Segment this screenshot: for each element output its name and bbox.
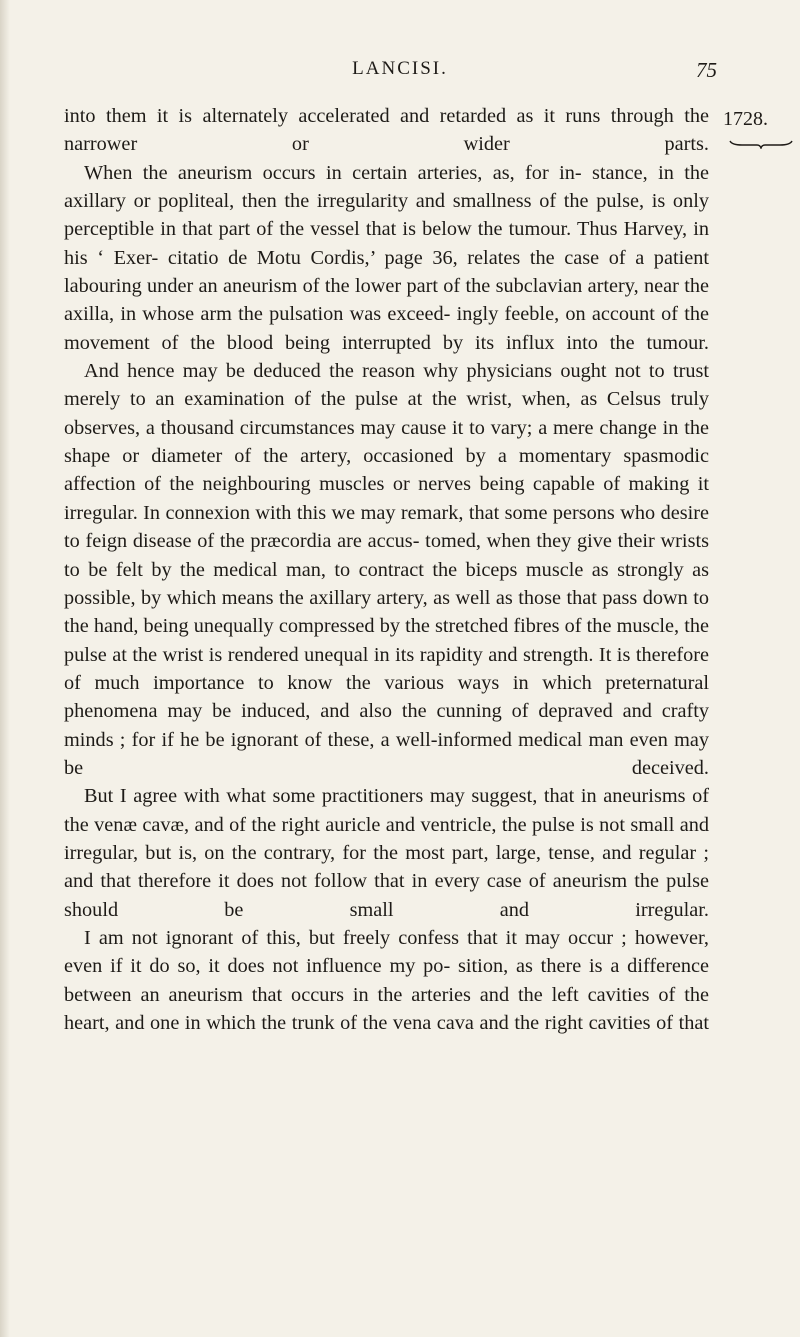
paragraph-3: And hence may be deduced the reason why physicians ought not to trust merely to an examination of the pulse at the wrist, when, as Celsus truly observes, a thousand circumstances may cause it to vary; a mere change in the shape or diameter of the artery, occasioned by a momentary spasmodic affection of the neighbouring muscles or nerves being capable of making it irregular. In connexion with this we may remark, that some persons who desire to feign disease of the præcordia are accus- tomed, when they give their wrists to be felt by the medical man, to contract the biceps muscle as strongly as possible, by which means the axillary artery, as well as those that pass down to the hand, being unequally compressed by the stretched fibres of the muscle, the pulse at the wrist is rendered unequal in its rapidity and strength. It is therefore of much importance to know the various ways in which preternatural phenomena may be induced, and also the cunning of depraved and crafty minds ; for if he be ignorant of these, a well-informed medical man even may be deceived. [64,360,709,779]
running-title: LANCISI. [352,58,448,79]
body-text [64,102,709,1037]
page-header [0,58,800,88]
margin-year-note: 1728. [723,108,768,130]
paragraph-2: When the aneurism occurs in certain arteries, as, for in- stance, in the axillary or popliteal, then the irregularity and smallness of the pulse, is only perceptible in that part of the vessel that is below the tumour. Thus Harvey, in his ‘ Exer- citatio de Motu Cordis,’ page 36, relates the case of a patient labouring under an aneurism of the lower part of the subclavian artery, near the axilla, in whose arm the pulsation was exceed- ingly feeble, on account of the movement of the blood being interrupted by its influx into the tumour. [64,161,709,354]
paragraph-1: into them it is alternately accelerated and retarded as it runs through the narrower or wider parts. [64,105,709,156]
margin-brace-icon [728,139,794,149]
paragraph-4: But I agree with what some practitioners may suggest, that in aneurisms of the venæ cavæ, and of the right auricle and ventricle, the pulse is not small and irregular, but is, on the contrary, for the most part, large, tense, and regular ; and that therefore it does not follow that in every case of aneurism the pulse should be small and irregular. [64,785,709,921]
page-number: 75 [696,58,717,82]
page-binding-edge [0,0,10,1337]
paragraph-5: I am not ignorant of this, but freely confess that it may occur ; however, even if it do so, it does not influence my po- sition, as there is a difference between an aneurism that occurs in the arteries and the left cavities of the heart, and one in which the trunk of the vena cava and the right cavities of that [64,926,709,1034]
